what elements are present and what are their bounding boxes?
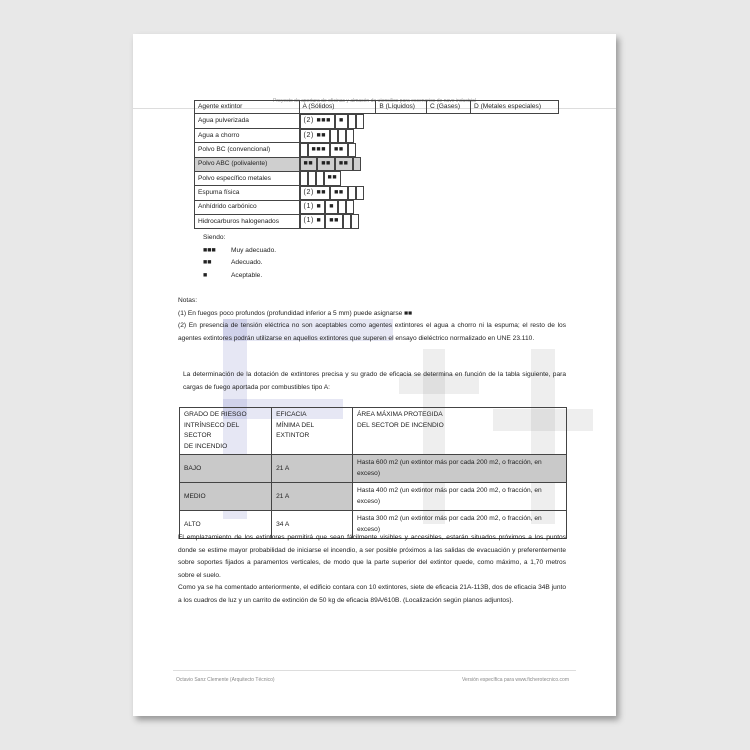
rating-cell	[356, 114, 364, 128]
column-header: C (Gases)	[426, 101, 470, 114]
rating-cell: (2) ■■	[300, 186, 331, 200]
legend-title: Siendo:	[203, 234, 226, 241]
note-1: (1) En fuegos poco profundos (profundidad inferior a 5 mm) puede asignarse ■■	[178, 309, 413, 317]
table-row	[195, 186, 559, 200]
rating-cell: ■■■	[308, 143, 330, 157]
rating-cell	[338, 200, 346, 214]
notes-title: Notas:	[178, 297, 198, 304]
risk-efficacy-table	[179, 407, 567, 539]
rating-cell: ■	[325, 200, 338, 214]
agent-cell: Hidrocarburos halogenados	[195, 214, 300, 228]
rating-cell	[300, 171, 308, 185]
column-header: D (Metales especiales)	[470, 101, 558, 114]
efficacy-cell: 21 A	[272, 483, 353, 511]
rating-cell: ■■	[324, 171, 342, 185]
rating-cell	[351, 214, 359, 228]
grade-cell: BAJO	[180, 455, 272, 483]
rating-cell	[356, 186, 364, 200]
column-header: B (Líquidos)	[376, 101, 427, 114]
column-header: EFICACIA MÍNIMA DEL EXTINTOR	[272, 408, 353, 455]
rating-cell	[353, 157, 361, 171]
rating-cell: ■■	[325, 214, 343, 228]
table-row	[195, 114, 559, 129]
page-header: Proyecto de apertura de oficinas y almacén de utensilios para escenarios de nave industrial	[273, 98, 476, 104]
rating-cell	[343, 214, 351, 228]
legend-symbol: ■■■	[203, 246, 216, 254]
table-row	[195, 214, 559, 228]
notes	[178, 295, 566, 345]
grade-cell: MEDIO	[180, 483, 272, 511]
legend	[203, 232, 276, 282]
table-row	[195, 171, 559, 185]
footer-author: Octavio Sanz Clemente (Arquitecto Técnico)	[176, 677, 275, 683]
efficacy-cell: 21 A	[272, 455, 353, 483]
agent-cell: Polvo ABC (polivalente)	[195, 157, 300, 171]
legend-label: Aceptable.	[231, 271, 263, 279]
legend-symbol: ■■	[203, 259, 212, 266]
page-footer	[176, 677, 569, 683]
paragraph-location: El emplazamiento de los extintores permitirá que sean fácilmente visibles y accesibles, estarán situados próximos a los puntos donde se estime mayor probabilidad de iniciarse el incendio, a ser posible próximos a las salidas de evacuación y preferentemente sobre soportes fijados a paramentos verticales, de modo que la parte superior del extintor quede, como máximo, a 1,70 metros sobre el suelo.	[178, 534, 566, 579]
area-cell: Hasta 600 m2 (un extintor más por cada 200 m2, o fracción, en exceso)	[352, 455, 566, 483]
rating-cell: ■	[335, 114, 348, 128]
agent-cell: Polvo específico metales	[195, 171, 300, 185]
rating-cell: (1) ■	[300, 200, 326, 214]
body-text	[178, 532, 566, 607]
table-header-row	[195, 101, 559, 114]
rating-cell: ■■	[330, 186, 348, 200]
paragraph-summary: Como ya se ha comentado anteriormente, el edificio contara con 10 extintores, siete de eficacia 21A-113B, dos de eficacia 34B junto a los cuadros de luz y un carrito de extinción de 50 kg de eficacia 89A/610B. (Localización según planos adjuntos).	[178, 584, 566, 604]
rating-cell: (2) ■■	[300, 129, 331, 143]
rating-cell	[330, 129, 338, 143]
rating-cell	[348, 143, 356, 157]
table-row	[195, 157, 559, 171]
rating-cell	[346, 200, 354, 214]
column-header: Agente extintor	[195, 101, 300, 114]
column-header: GRADO DE RIESGO INTRÍNSECO DEL SECTOR DE INCENDIO	[180, 408, 272, 455]
rating-cell: (1) ■	[300, 214, 326, 228]
note-2: (2) En presencia de tensión eléctrica no son aceptables como agentes extintores el agua a chorro ni la espuma; el resto de los agentes extintores podrán utilizarse en aquellos extintores que superen el ensayo dieléctrico normalizado en UNE 23.110.	[178, 322, 566, 342]
legend-item	[203, 245, 276, 258]
legend-item	[203, 257, 276, 270]
rating-cell: (2) ■■■	[300, 114, 335, 128]
agent-cell: Agua a chorro	[195, 129, 300, 143]
footer-rule	[173, 670, 576, 671]
rating-cell: ■■	[300, 157, 318, 171]
legend-label: Muy adecuado.	[231, 246, 277, 254]
rating-cell	[316, 171, 324, 185]
table-row	[180, 483, 567, 511]
area-cell: Hasta 400 m2 (un extintor más por cada 200 m2, o fracción, en exceso)	[352, 483, 566, 511]
rating-cell	[308, 171, 316, 185]
legend-label: Adecuado.	[231, 259, 263, 266]
agent-cell: Anhídrido carbónico	[195, 200, 300, 214]
agent-cell: Agua pulverizada	[195, 114, 300, 129]
rating-cell	[300, 143, 308, 157]
efficacy-cell: 34 A	[272, 511, 353, 539]
rating-cell	[338, 129, 346, 143]
grade-cell: ALTO	[180, 511, 272, 539]
column-header: A (Sólidos)	[299, 101, 376, 114]
legend-item	[203, 270, 276, 283]
table-header-row	[180, 408, 567, 455]
table-row	[195, 143, 559, 157]
table-row	[195, 200, 559, 214]
document-page	[133, 34, 616, 716]
column-header: ÁREA MÁXIMA PROTEGIDA DEL SECTOR DE INCENDIO	[352, 408, 566, 455]
rating-cell: ■■	[317, 157, 335, 171]
rating-cell	[348, 186, 356, 200]
intro-paragraph: La determinación de la dotación de extintores precisa y su grado de eficacia se determina en función de la tabla siguiente, para cargas de fuego aportada por combustibles tipo A:	[183, 371, 566, 391]
rating-cell	[348, 114, 356, 128]
agent-cell: Polvo BC (convencional)	[195, 143, 300, 157]
rating-cell	[346, 129, 354, 143]
area-cell: Hasta 300 m2 (un extintor más por cada 200 m2, o fracción, en exceso)	[352, 511, 566, 539]
agent-cell: Espuma física	[195, 186, 300, 200]
table-row	[180, 455, 567, 483]
rating-cell: ■■	[330, 143, 348, 157]
table-row	[195, 129, 559, 143]
rating-cell: ■■	[335, 157, 353, 171]
legend-symbol: ■	[203, 271, 208, 279]
footer-version: Versión específica para www.ficherotecnico.com	[462, 677, 569, 683]
extinguisher-agents-table	[194, 100, 559, 229]
